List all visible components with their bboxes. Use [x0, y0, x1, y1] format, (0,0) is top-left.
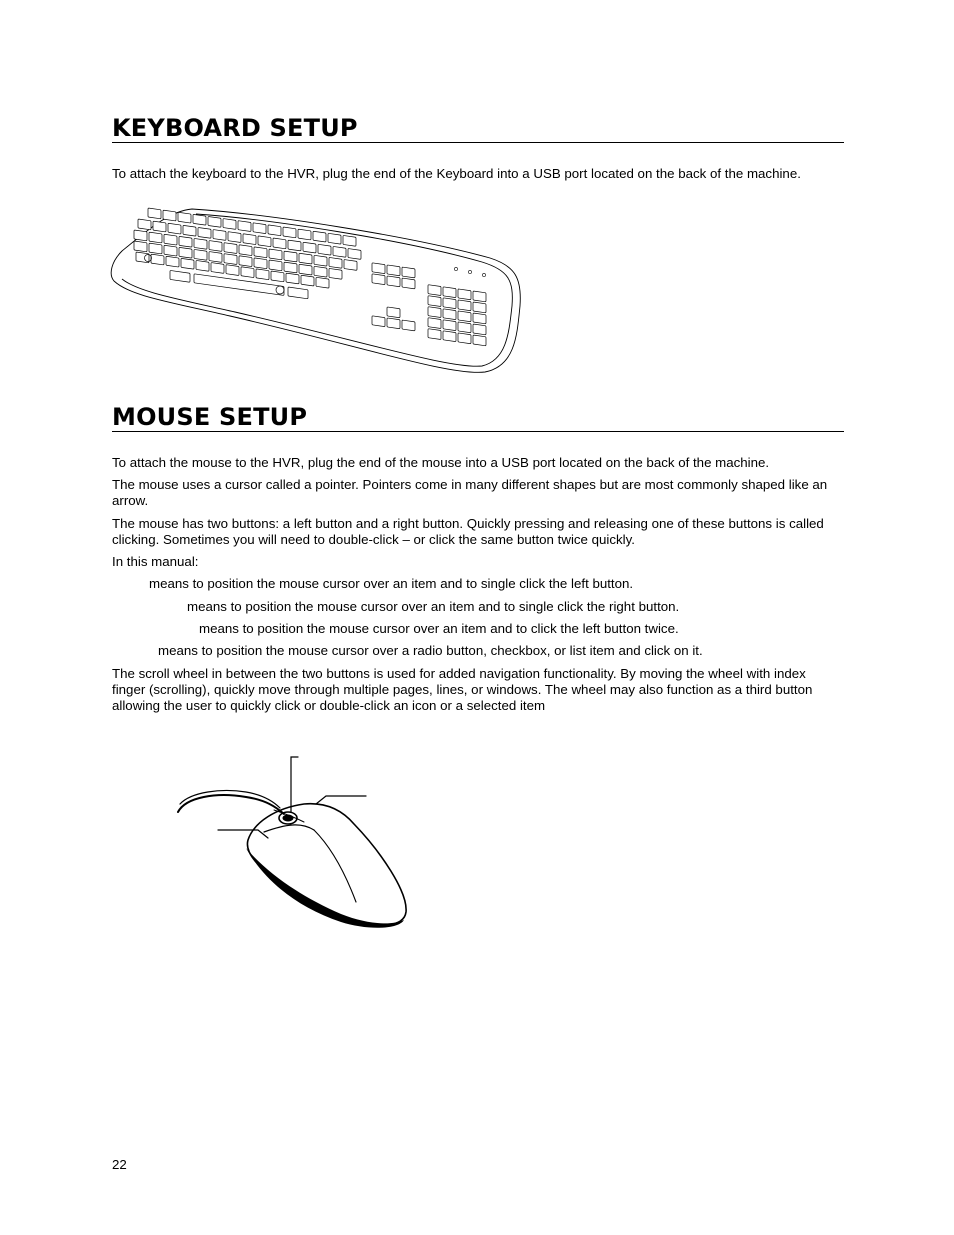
keyboard-key	[268, 225, 281, 236]
keyboard-key	[228, 232, 241, 243]
keyboard-key	[333, 246, 346, 257]
mouse-setup-heading: MOUSE SETUP	[112, 403, 844, 432]
keyboard-key	[298, 229, 311, 240]
keyboard-key	[428, 285, 441, 296]
keyboard-key	[443, 287, 456, 298]
keyboard-key	[387, 265, 400, 276]
keyboard-key	[387, 276, 400, 287]
keyboard-key	[213, 230, 226, 241]
keyboard-illustration	[110, 206, 524, 376]
keyboard-key	[428, 318, 441, 329]
mouse-buttons-text: The mouse has two buttons: a left button and a right button. Quickly pressing and releasing one of these buttons is called clicking. Sometimes you will need to double-click – or click the same button twice quickly.	[112, 516, 824, 547]
keyboard-key	[328, 233, 341, 244]
definition-click: means to position the mouse cursor over an item and to single click the left button.	[149, 576, 634, 591]
keyboard-key	[402, 320, 415, 331]
keyboard-key	[254, 258, 267, 269]
keyboard-key	[138, 219, 151, 230]
keyboard-key	[238, 221, 251, 232]
keyboard-key	[318, 244, 331, 255]
keyboard-key	[271, 271, 284, 282]
keyboard-key	[209, 252, 222, 263]
keyboard-key	[428, 329, 441, 340]
mouse-pointer-text: The mouse uses a cursor called a pointer. Pointers come in many different shapes but are most commonly shaped like an arrow.	[112, 477, 828, 508]
keyboard-key	[269, 249, 282, 260]
keyboard-key	[198, 227, 211, 238]
keyboard-key	[473, 302, 486, 313]
keyboard-intro-text: To attach the keyboard to the HVR, plug the end of the Keyboard into a USB port located on the back of the machine.	[112, 166, 801, 181]
keyboard-key	[348, 249, 361, 260]
keyboard-key	[254, 247, 267, 258]
keyboard-key	[458, 300, 471, 311]
keyboard-key	[163, 210, 176, 221]
keyboard-key	[329, 268, 342, 279]
keyboard-key	[196, 260, 209, 271]
keyboard-key	[149, 243, 162, 254]
keyboard-key	[428, 296, 441, 307]
scroll-wheel-text: The scroll wheel in between the two buttons is used for added navigation functionality. By moving the wheel with index finger (scrolling), quickly move through multiple pages, lines, or windows. The wheel may also function as a third button allowing the user to quickly click or double-click an icon or a selected item	[112, 666, 813, 713]
mouse-attach-text: To attach the mouse to the HVR, plug the end of the mouse into a USB port located on the back of the machine.	[112, 455, 770, 470]
keyboard-key	[243, 234, 256, 245]
keyboard-key	[473, 324, 486, 335]
keyboard-key	[473, 335, 486, 346]
keyboard-key	[209, 241, 222, 252]
keyboard-key	[283, 227, 296, 238]
keyboard-key	[343, 235, 356, 246]
keyboard-key	[299, 253, 312, 264]
keyboard-key	[224, 254, 237, 265]
keyboard-key	[193, 214, 206, 225]
keyboard-key	[402, 267, 415, 278]
keyboard-key	[344, 260, 357, 271]
keyboard-key	[428, 307, 441, 318]
keyboard-key	[211, 263, 224, 274]
keyboard-key	[181, 258, 194, 269]
keyboard-key	[149, 232, 162, 243]
keyboard-key	[314, 266, 327, 277]
keyboard-key	[226, 265, 239, 276]
keyboard-key	[164, 245, 177, 256]
keyboard-key	[458, 333, 471, 344]
keyboard-key	[183, 225, 196, 236]
keyboard-key	[387, 307, 400, 318]
keyboard-key	[223, 219, 236, 230]
keyboard-key	[224, 243, 237, 254]
keyboard-key	[170, 270, 190, 282]
keyboard-key	[148, 208, 161, 219]
keyboard-key	[164, 234, 177, 245]
keyboard-key	[151, 254, 164, 265]
keyboard-key	[166, 256, 179, 267]
keyboard-key	[314, 255, 327, 266]
keyboard-key	[284, 251, 297, 262]
keyboard-key	[178, 212, 191, 223]
keyboard-key	[168, 223, 181, 234]
keyboard-key	[239, 256, 252, 267]
keyboard-key	[443, 298, 456, 309]
keyboard-key	[153, 221, 166, 232]
keyboard-key	[458, 311, 471, 322]
keyboard-key	[194, 249, 207, 260]
keyboard-key	[134, 241, 147, 252]
keyboard-key	[258, 236, 271, 247]
keyboard-key	[288, 287, 308, 299]
keyboard-key	[473, 291, 486, 302]
keyboard-key	[313, 231, 326, 242]
keyboard-key	[273, 238, 286, 249]
keyboard-key	[372, 274, 385, 285]
keyboard-key	[134, 230, 147, 241]
keyboard-key	[402, 278, 415, 289]
keyboard-key	[269, 260, 282, 271]
keyboard-key	[284, 262, 297, 273]
keyboard-key	[288, 240, 301, 251]
keyboard-key	[239, 245, 252, 256]
keyboard-key	[473, 313, 486, 324]
keyboard-key	[208, 216, 221, 227]
keyboard-key	[443, 331, 456, 342]
keyboard-key	[179, 247, 192, 258]
keyboard-key	[241, 267, 254, 278]
definition-double-click: means to position the mouse cursor over an item and to click the left button twice.	[199, 621, 679, 636]
keyboard-key	[372, 263, 385, 274]
keyboard-key	[458, 289, 471, 300]
mouse-illustration	[176, 752, 412, 930]
keyboard-key	[299, 264, 312, 275]
keyboard-key	[303, 242, 316, 253]
keyboard-key	[316, 277, 329, 288]
keyboard-key	[443, 309, 456, 320]
keyboard-key	[194, 274, 284, 296]
keyboard-key	[256, 269, 269, 280]
keyboard-key	[301, 275, 314, 286]
keyboard-setup-heading: KEYBOARD SETUP	[112, 114, 844, 143]
keyboard-key	[329, 257, 342, 268]
keyboard-key	[372, 316, 385, 327]
keyboard-key	[179, 236, 192, 247]
keyboard-key	[387, 318, 400, 329]
definition-right-click: means to position the mouse cursor over an item and to single click the right button.	[187, 599, 680, 614]
keyboard-key	[194, 238, 207, 249]
keyboard-key	[286, 273, 299, 284]
keyboard-key	[458, 322, 471, 333]
keyboard-key	[253, 223, 266, 234]
in-this-manual-text: In this manual:	[112, 554, 199, 569]
definition-select: means to position the mouse cursor over a radio button, checkbox, or list item and click on it.	[158, 643, 703, 658]
keyboard-key	[443, 320, 456, 331]
page-number: 22	[112, 1157, 127, 1172]
